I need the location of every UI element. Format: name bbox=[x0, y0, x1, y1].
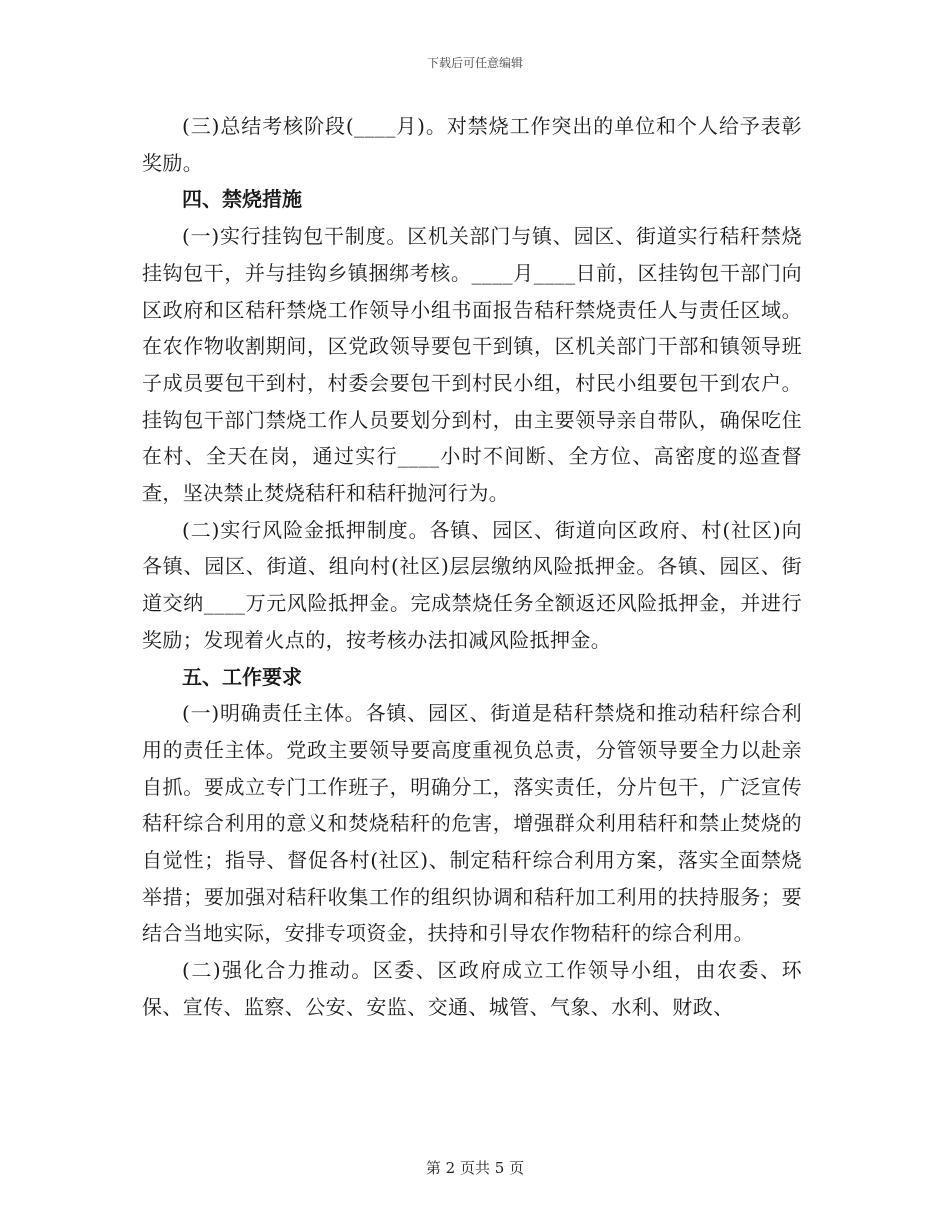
document-body bbox=[142, 108, 802, 1026]
paragraph-responsibility-system: (一)实行挂钩包干制度。区机关部门与镇、园区、街道实行秸秆禁烧挂钩包干，并与挂钩乡镇捆绑考核。____月____日前，区挂钩包干部门向区政府和区秸秆禁烧工作领导小组书面报告秸秆禁烧责任人与责任区域。在农作物收割期间，区党政领导要包干到镇，区机关部门干部和镇领导班子成员要包干到村，村委会要包干到村民小组，村民小组要包干到农户。挂钩包干部门禁烧工作人员要划分到村，由主要领导亲自带队，确保吃住在村、全天在岗，通过实行____小时不间断、全方位、高密度的巡查督查，坚决禁止焚烧秸秆和秸秆抛河行为。 bbox=[142, 224, 802, 506]
paragraph-responsibility-subject: (一)明确责任主体。各镇、园区、街道是秸秆禁烧和推动秸秆综合利用的责任主体。党政主要领导要高度重视负总责，分管领导要全力以赴亲自抓。要成立专门工作班子，明确分工，落实责任，分片包干，广泛宣传秸秆综合利用的意义和焚烧秸秆的危害，增强群众利用秸秆和禁止焚烧的自觉性；指导、督促各村(社区)、制定秸秆综合利用方案，落实全面禁烧举措；要加强对秸秆收集工作的组织协调和秸秆加工利用的扶持服务；要结合当地实际，安排专项资金，扶持和引导农作物秸秆的综合利用。 bbox=[142, 701, 802, 946]
paragraph-risk-deposit: (二)实行风险金抵押制度。各镇、园区、街道向区政府、村(社区)向各镇、园区、街道、组向村(社区)层层缴纳风险抵押金。各镇、园区、街道交纳____万元风险抵押金。完成禁烧任务全额返还风险抵押金，并进行奖励；发现着火点的，按考核办法扣减风险抵押金。 bbox=[142, 517, 802, 652]
page-number: 第 2 页共 5 页 bbox=[425, 1159, 525, 1177]
section-heading-measures: 四、禁烧措施 bbox=[182, 187, 302, 212]
paragraph-joint-effort: (二)强化合力推动。区委、区政府成立工作领导小组，由农委、环保、宣传、监察、公安、安监、交通、城管、气象、水利、财政、 bbox=[142, 958, 802, 1019]
header-note: 下载后可任意编辑 bbox=[426, 56, 523, 70]
paragraph-summary-stage: (三)总结考核阶段(____月)。对禁烧工作突出的单位和个人给予表彰奖励。 bbox=[142, 114, 802, 175]
section-heading-requirements: 五、工作要求 bbox=[182, 664, 302, 689]
